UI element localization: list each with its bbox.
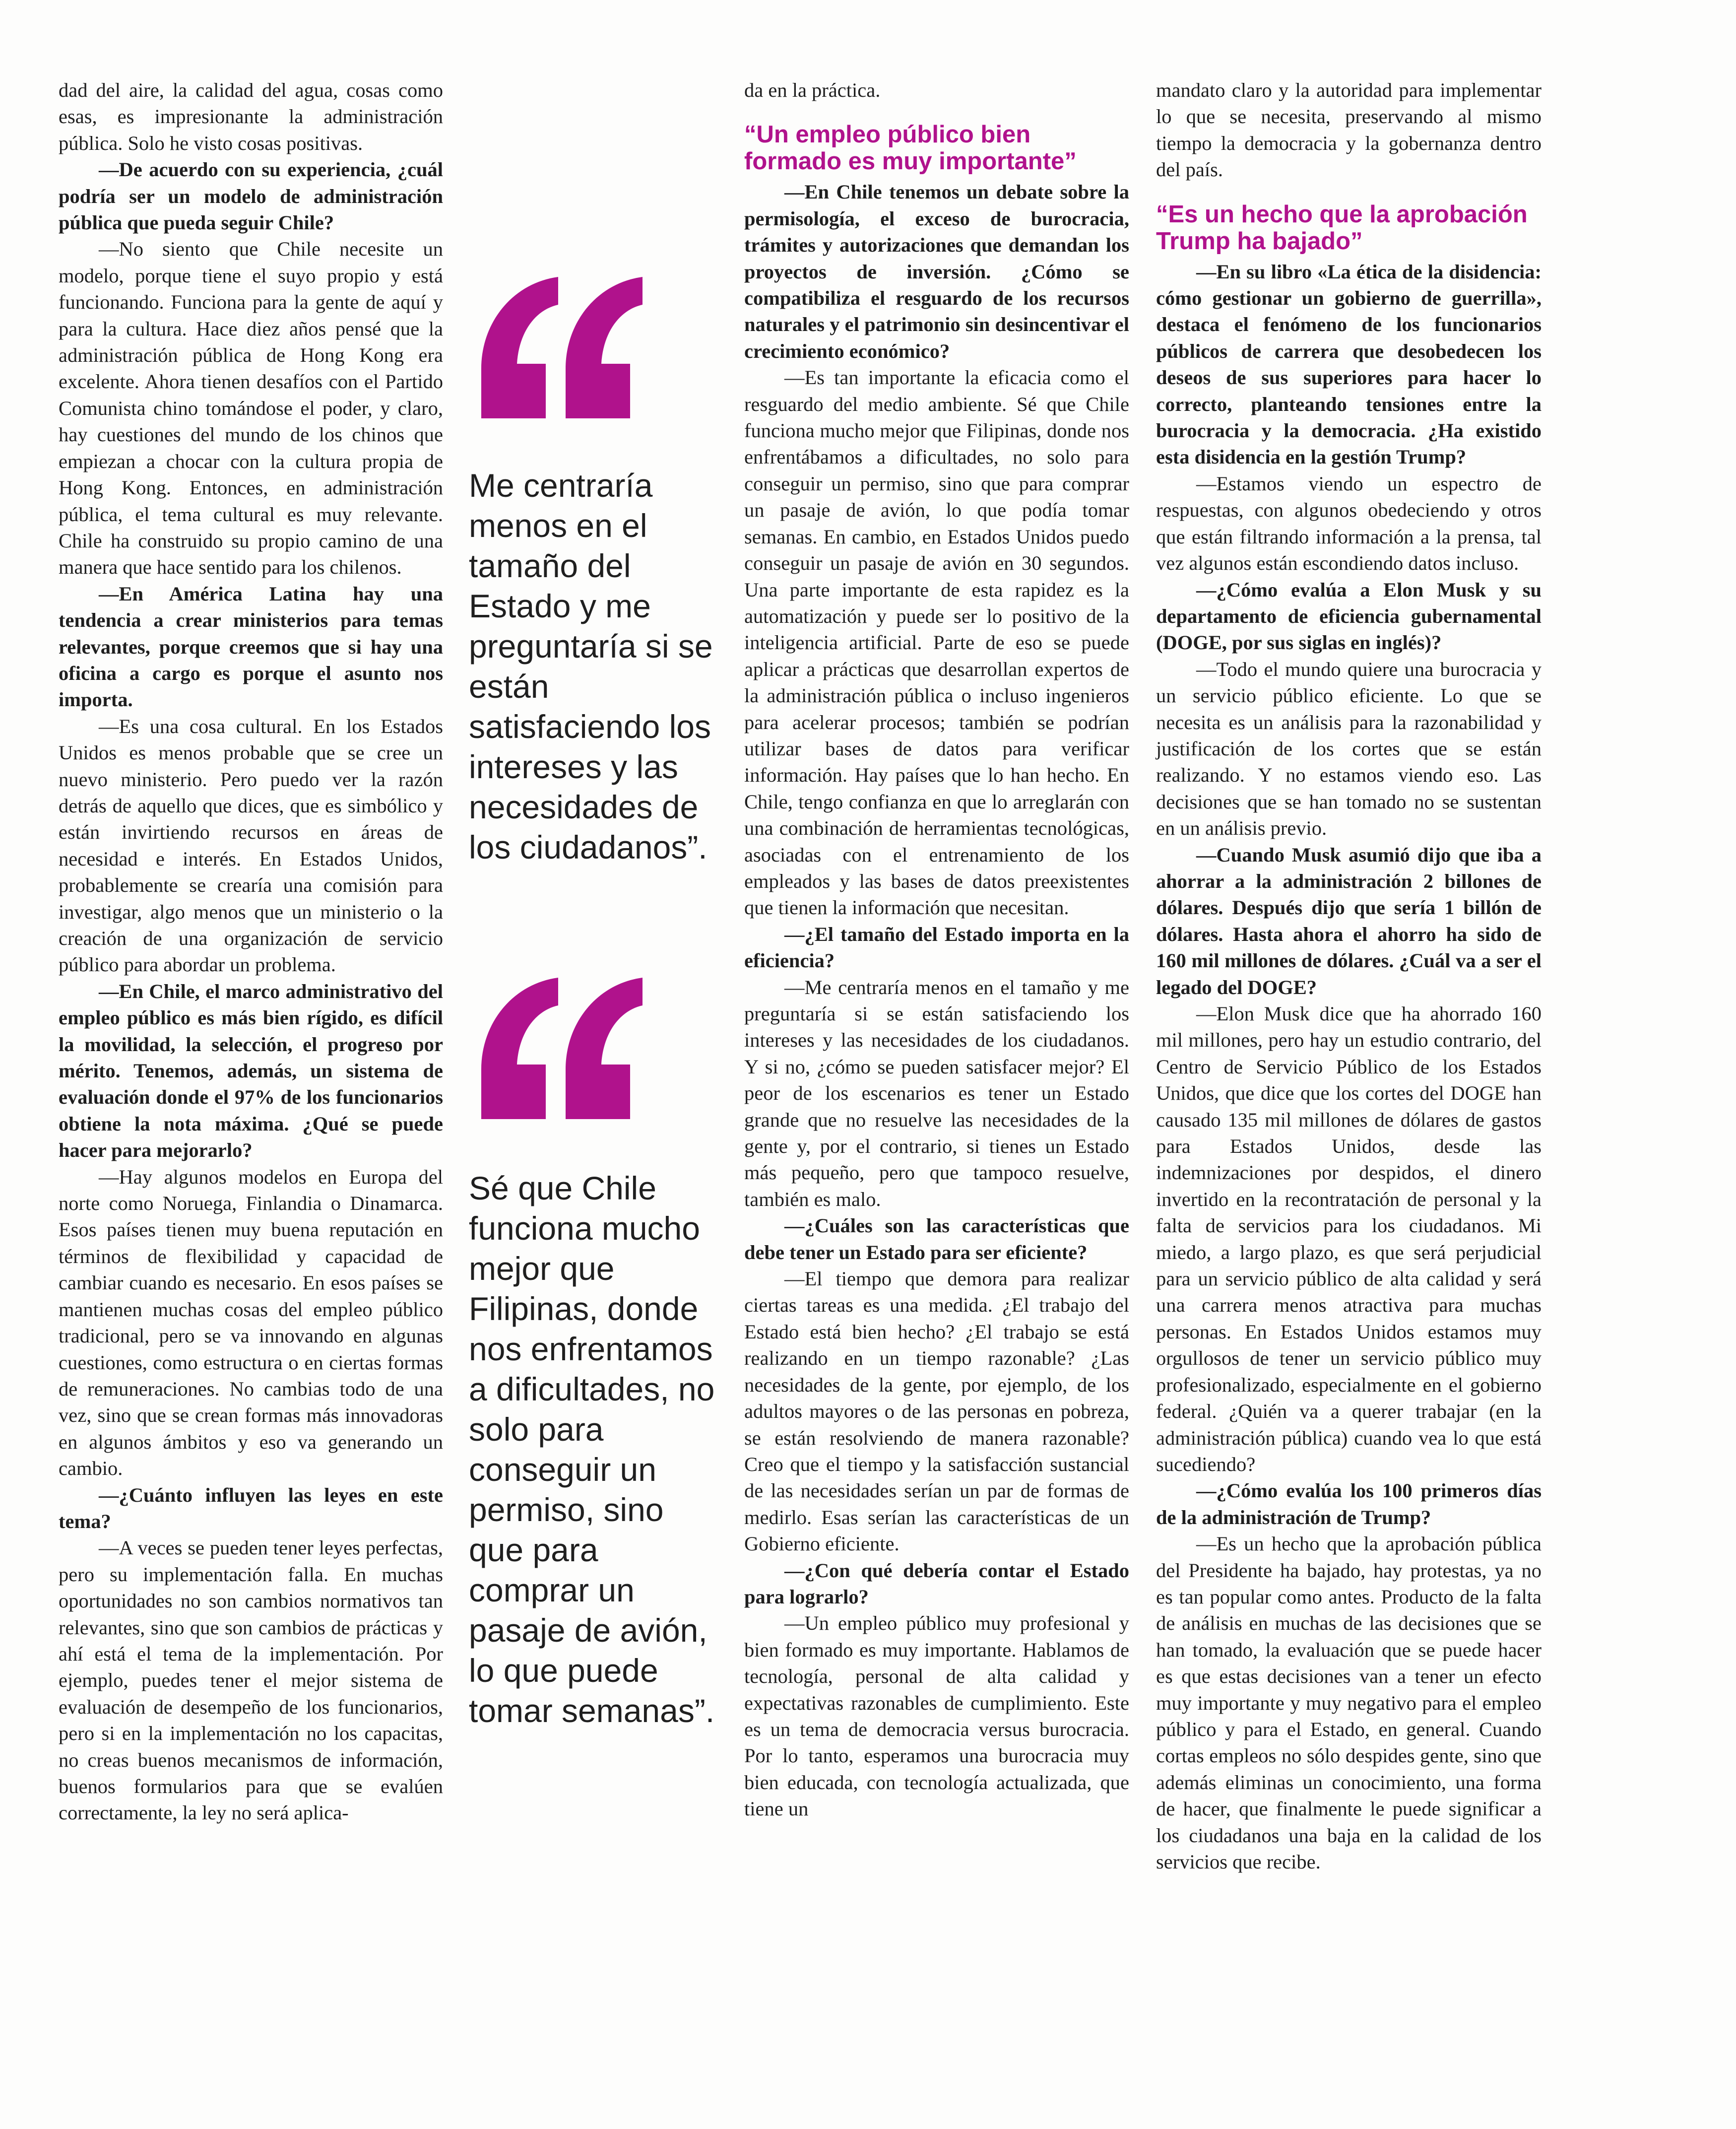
question-paragraph: —¿Cómo evalúa los 100 primeros días de la administración de Trump? (1156, 1479, 1542, 1529)
article-column-1 (59, 77, 443, 1826)
answer-paragraph: —Hay algunos modelos en Europa del norte como Noruega, Finlandia o Dinamarca. Esos países tienen muy buena reputación en términos de flexibilidad y capacidad de cambiar cuando es necesario. En esos países se mantienen muchas cosas del empleo público tradicional, pero se va innovando en algunas cuestiones, como estructura o en ciertas formas de remuneraciones. No cambias todo de una vez, sino que se crean formas más innovadoras en algunos ámbitos y eso va generando un cambio. (59, 1165, 443, 1480)
question-paragraph: —Cuando Musk asumió dijo que iba a ahorrar a la administración 2 billones de dólares. Después dijo que sería 1 billón de dólares. Hasta ahora el ahorro ha sido de 160 mil millones de dólares. ¿Cuál va a ser el legado del DOGE? (1156, 843, 1542, 998)
answer-paragraph: —Es un hecho que la aprobación pública del Presidente ha bajado, hay protestas, ya no es tan popular como antes. Producto de la falta de análisis en muchas de las decisiones que se han tomado, la evaluación que se puede hacer es que estas decisiones van a tener un efecto muy importante y muy negativo para el empleo público y para el Estado, en general. Cuando cortas empleos no sólo despides gente, sino que además eliminas un conocimiento, una forma de hacer, que finalmente le puede significar a los ciudadanos una baja en la calidad de los servicios que recibe. (1156, 1532, 1542, 1873)
answer-paragraph: —Todo el mundo quiere una burocracia y un servicio público eficiente. Lo que se necesita es un análisis para la razonabilidad y justificación de los cortes que se están realizando. Y no estamos viendo eso. Las decisiones que se han tomado no se sustentan en un análisis previo. (1156, 658, 1542, 840)
answer-paragraph: —Me centraría menos en el tamaño y me preguntaría si se están satisfaciendo los intereses y las necesidades de los ciudadanos. Y si no, ¿cómo se pueden satisfacer mejor? El peor de los escenarios es tener un Estado grande que no resuelve las necesidades de la gente y, por el contrario, si tienes un Estado más pequeño, pero que tampoco resuelve, también es malo. (744, 976, 1129, 1210)
question-paragraph: —¿Cómo evalúa a Elon Musk y su departamento de eficiencia gubernamental (DOGE, por sus siglas en inglés)? (1156, 578, 1542, 654)
question-paragraph: —De acuerdo con su experiencia, ¿cuál podría ser un modelo de administración pública que pueda seguir Chile? (59, 158, 443, 234)
question-paragraph: —En América Latina hay una tendencia a crear ministerios para temas relevantes, porque creemos que si hay una oficina a cargo es porque el asunto nos importa. (59, 582, 443, 711)
question-paragraph: —En Chile, el marco administrativo del empleo público es más bien rígido, es difícil la movilidad, la selección, el progreso por mérito. Tenemos, además, un sistema de evaluación donde el 97% de los funcionarios obtiene la nota máxima. ¿Qué se puede hacer para mejorarlo? (59, 980, 443, 1162)
answer-paragraph: —El tiempo que demora para realizar ciertas tareas es una medida. ¿El trabajo del Estado está bien hecho? ¿El trabajo se está realizando en un tiempo razonable? ¿Las necesidades de la gente, por ejemplo, de los adultos mayores o de las personas en pobreza, se están resolviendo de manera razonable? Creo que el tiempo y la satisfacción sustancial de las necesidades serían un par de formas de medirlo. Esas serían las características de un Gobierno eficiente. (744, 1267, 1129, 1555)
answer-paragraph: —Un empleo público muy profesional y bien formado es muy importante. Hablamos de tecnología, personal de alta calidad y expectativas razonables de cumplimiento. Este es un tema de democracia versus burocracia. Por lo tanto, esperamos una burocracia muy bien educada, con tecnología actualizada, que tiene un (744, 1612, 1129, 1820)
article-column-2 (744, 77, 1129, 1822)
question-paragraph: —¿Con qué debería contar el Estado para lograrlo? (744, 1559, 1129, 1608)
answer-paragraph: —A veces se pueden tener leyes perfectas, pero su implementación falla. En muchas oportunidades no son cambios normativos tan relevantes, sino que son cambios de prácticas y ahí está el tema de la implementación. Por ejemplo, puedes tener el mejor sistema de evaluación de desempeño de los funcionarios, pero si en la implementación no los capacitas, no creas buenos mecanismos de información, buenos formularios para que se evalúen correctamente, la ley no será aplica- (59, 1536, 443, 1824)
body-paragraph: dad del aire, la calidad del agua, cosas como esas, es impresionante la administración pública. Solo he visto cosas positivas. (59, 79, 443, 154)
pull-quote-1: Me centraría menos en el tamaño del Estado y me preguntaría si se están satisfaciendo los intereses y las necesidades de los ciudadanos”. (469, 467, 713, 865)
body-paragraph: mandato claro y la autoridad para implementar lo que se necesita, preservando al mismo tiempo la democracia y la gobernanza dentro del país. (1156, 79, 1542, 181)
question-paragraph: —¿El tamaño del Estado importa en la eficiencia? (744, 923, 1129, 972)
quote-mark-icon (471, 262, 650, 426)
body-paragraph: da en la práctica. (744, 79, 881, 101)
question-paragraph: —En Chile tenemos un debate sobre la permisología, el exceso de burocracia, trámites y autorizaciones que demandan los proyectos de inversión. ¿Cómo se compatibiliza el resguardo de los recursos naturales y el patrimonio sin desincentivar el crecimiento económico? (744, 181, 1129, 362)
quote-mark-icon (471, 963, 650, 1127)
question-paragraph: —¿Cuáles son las características que debe tener un Estado para ser eficiente? (744, 1214, 1129, 1264)
question-paragraph: —En su libro «La ética de la disidencia: cómo gestionar un gobierno de guerrilla», destaca el fenómeno de los funcionarios públicos de carrera que desobedecen los deseos de sus superiores para hacer lo correcto, planteando tensiones entre la burocracia y la democracia. ¿Ha existido esta disidencia en la gestión Trump? (1156, 260, 1542, 468)
answer-paragraph: —Es tan importante la eficacia como el resguardo del medio ambiente. Sé que Chile funciona mucho mejor que Filipinas, donde nos enfrentábamos a dificultades, no solo para conseguir un permiso, sino que para comprar un pasaje de avión, lo que podía tomar semanas. En cambio, en Estados Unidos puedo conseguir un pasaje de avión en 30 segundos. Una parte importante de esta rapidez es la automatización y puede ser lo positivo de la inteligencia artificial. Parte de eso se puede aplicar a prácticas que desarrollan expertos de la administración pública o incluso ingenieros para acelerar procesos; también se podrían utilizar bases de datos para verificar información. Hay países que lo han hecho. En Chile, tengo confianza en que lo arreglarán con una combinación de herramientas tecnológicas, asociadas con el entrenamiento de los empleados y las bases de datos preexistentes que tienen la información que necesitan. (744, 366, 1129, 919)
answer-paragraph: —Elon Musk dice que ha ahorrado 160 mil millones, pero hay un estudio contrario, del Centro de Servicio Público de los Estados Unidos, que dice que los cortes del DOGE han causado 135 mil millones de dólares de gastos para Estados Unidos, desde las indemnizaciones por despidos, el dinero invertido en la recontratación de personal y la falta de servicios para los ciudadanos. Mi miedo, a largo plazo, es que será perjudicial para un servicio público de alta calidad y será una carrera menos atractiva para muchas personas. En Estados Unidos estamos muy orgullosos de tener un servicio público muy profesionalizado, especialmente en el gobierno federal. ¿Quién va a querer trabajar (en la administración pública) cuando vea lo que está sucediendo? (1156, 1002, 1542, 1475)
answer-paragraph: —Es una cosa cultural. En los Estados Unidos es menos probable que se cree un nuevo ministerio. Pero puedo ver la razón detrás de aquello que dices, que es simbólico y están invirtiendo recursos en áreas de necesidad e interés. En Estados Unidos, probablemente se crearía una comisión para investigar, algo menos que un ministerio o la creación de una organización de servicio público para abordar un problema. (59, 715, 443, 976)
article-column-3 (1156, 77, 1542, 1875)
pull-quote-2: Sé que Chile funciona mucho mejor que Filipinas, donde nos enfrentamos a dificultades, no solo para conseguir un permiso, sino que para comprar un pasaje de avión, lo que puede tomar semanas”. (469, 1170, 715, 1729)
section-heading: “Un empleo público bien formado es muy importante” (744, 121, 1077, 175)
answer-paragraph: —Estamos viendo un espectro de respuestas, con algunos obedeciendo y otros que están filtrando información a la prensa, tal vez algunos están escondiendo datos incluso. (1156, 472, 1542, 575)
section-heading: “Es un hecho que la aprobación Trump ha bajado” (1156, 200, 1528, 255)
answer-paragraph: —No siento que Chile necesite un modelo, porque tiene el suyo propio y está funcionando. Funciona para la gente de aquí y para la cultura. Hace diez años pensé que la administración pública de Hong Kong era excelente. Ahora tienen desafíos con el Partido Comunista chino tomándose el poder, y claro, hay cuestiones del mundo de los chinos que empiezan a chocar con la cultura propia de Hong Kong. Entonces, en administración pública, el tema cultural es muy relevante. Chile ha construido su propio camino de una manera que hace sentido para los chilenos. (59, 238, 443, 579)
question-paragraph: —¿Cuánto influyen las leyes en este tema? (59, 1483, 443, 1532)
